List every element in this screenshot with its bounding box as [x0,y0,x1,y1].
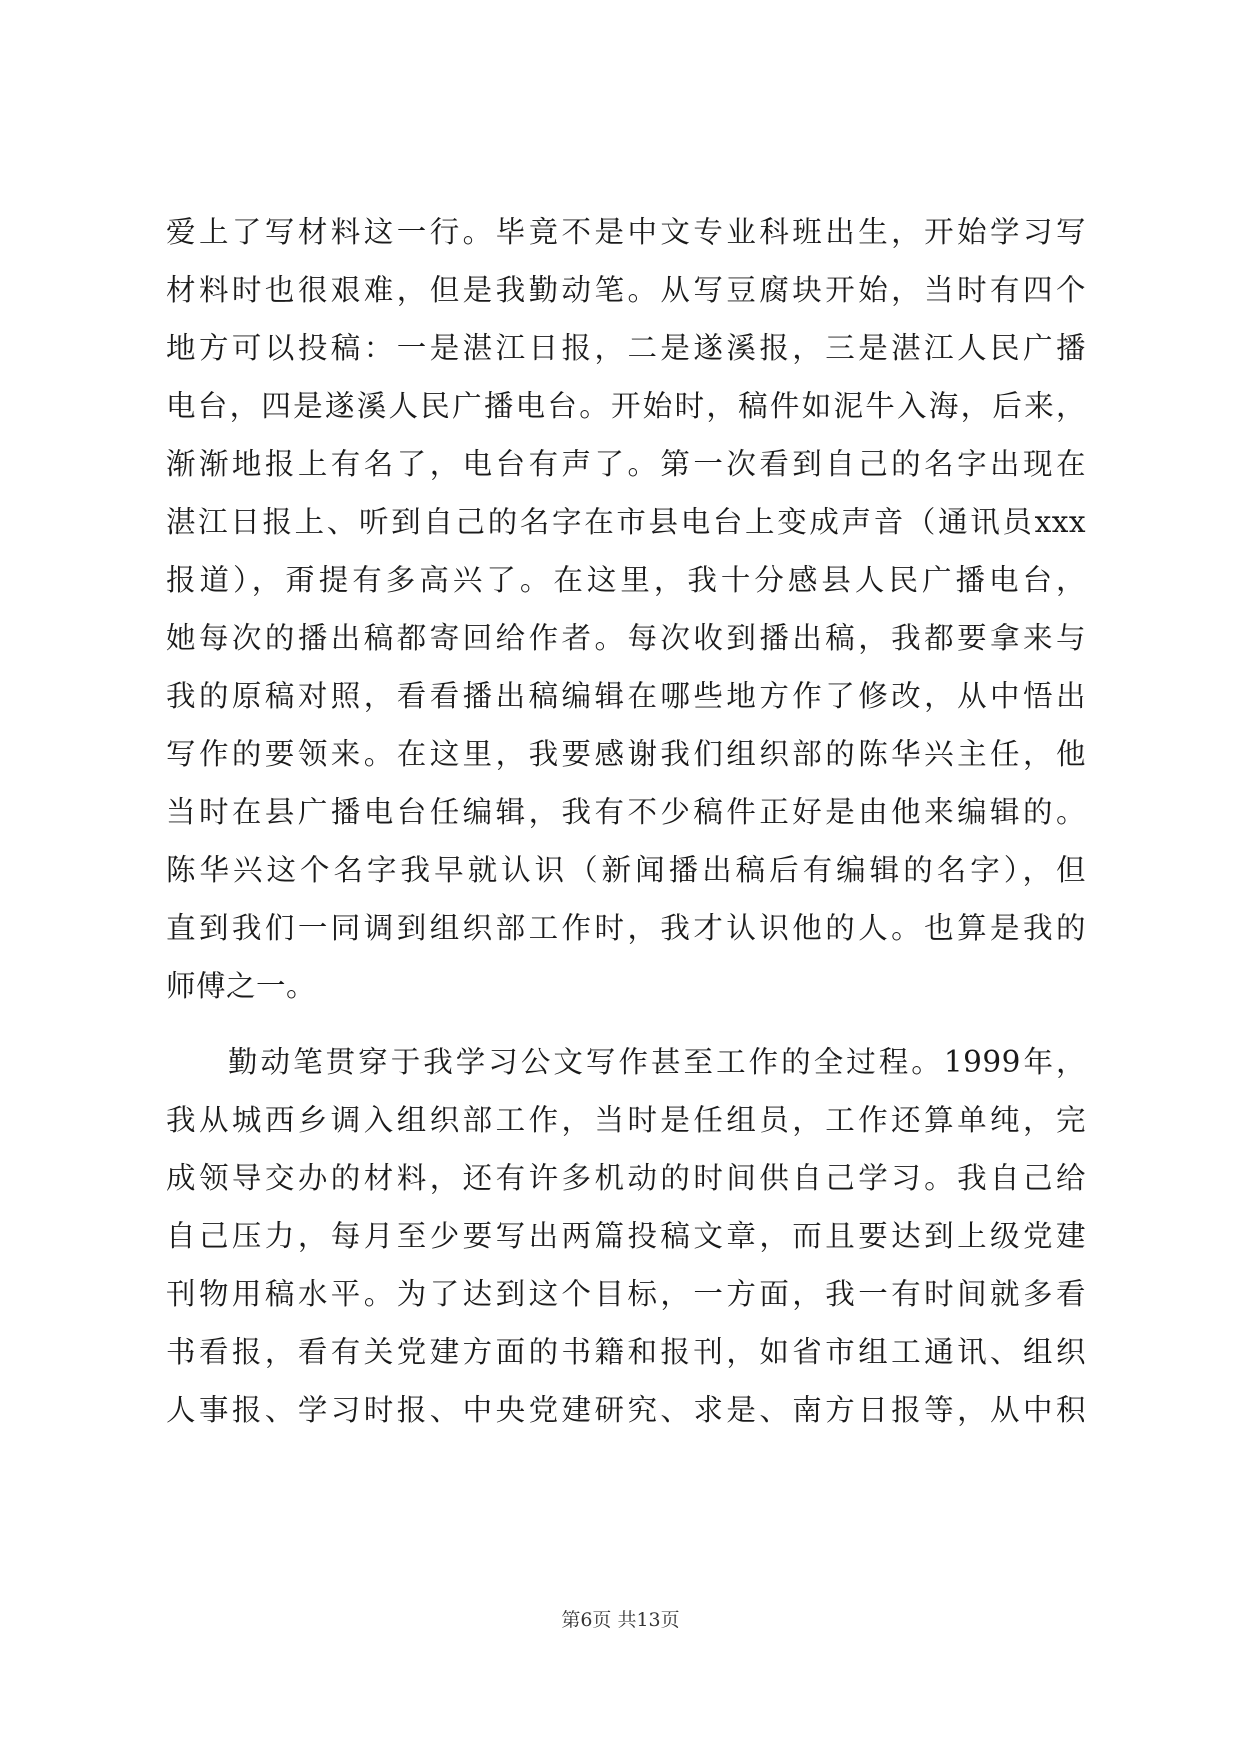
text-line: 报道），甭提有多高兴了。在这里，我十分感县人民广播电台， [166,563,1086,597]
text-line: 师傅之一。 [166,969,317,1003]
text-line: 湛江日报上、听到自己的名字在市县电台上变成声音（通讯员xxx [166,505,1086,539]
text-line: 勤动笔贯穿于我学习公文写作甚至工作的全过程。1999年， [228,1045,1086,1079]
text-line: 地方可以投稿：一是湛江日报，二是遂溪报，三是湛江人民广播 [166,331,1086,365]
text-line: 当时在县广播电台任编辑，我有不少稿件正好是由他来编辑的。 [166,795,1086,829]
text-line: 人事报、学习时报、中央党建研究、求是、南方日报等，从中积 [166,1393,1086,1427]
text-line: 材料时也很艰难，但是我勤动笔。从写豆腐块开始，当时有四个 [166,273,1086,307]
text-line: 写作的要领来。在这里，我要感谢我们组织部的陈华兴主任，他 [166,737,1086,771]
text-line: 我的原稿对照，看看播出稿编辑在哪些地方作了修改，从中悟出 [166,679,1086,713]
text-line: 自己压力，每月至少要写出两篇投稿文章，而且要达到上级党建 [166,1219,1086,1253]
text-line: 书看报，看有关党建方面的书籍和报刊，如省市组工通讯、组织 [166,1335,1086,1369]
paragraph-2 [166,1033,1086,1439]
text-line: 成领导交办的材料，还有许多机动的时间供自己学习。我自己给 [166,1161,1086,1195]
text-line: 渐渐地报上有名了，电台有声了。第一次看到自己的名字出现在 [166,447,1086,481]
body-text [166,203,1086,1439]
paragraph-1 [166,203,1086,1015]
text-line: 刊物用稿水平。为了达到这个目标，一方面，我一有时间就多看 [166,1277,1086,1311]
paragraph-gap [166,1015,1086,1033]
page-footer: 第6页 共13页 [561,1609,680,1631]
text-line: 爱上了写材料这一行。毕竟不是中文专业科班出生，开始学习写 [166,215,1086,249]
text-line: 我从城西乡调入组织部工作，当时是任组员，工作还算单纯，完 [166,1103,1086,1137]
text-line: 直到我们一同调到组织部工作时，我才认识他的人。也算是我的 [166,911,1086,945]
text-line: 她每次的播出稿都寄回给作者。每次收到播出稿，我都要拿来与 [166,621,1086,655]
text-line: 电台，四是遂溪人民广播电台。开始时，稿件如泥牛入海，后来， [166,389,1086,423]
text-line: 陈华兴这个名字我早就认识（新闻播出稿后有编辑的名字），但 [166,853,1086,887]
